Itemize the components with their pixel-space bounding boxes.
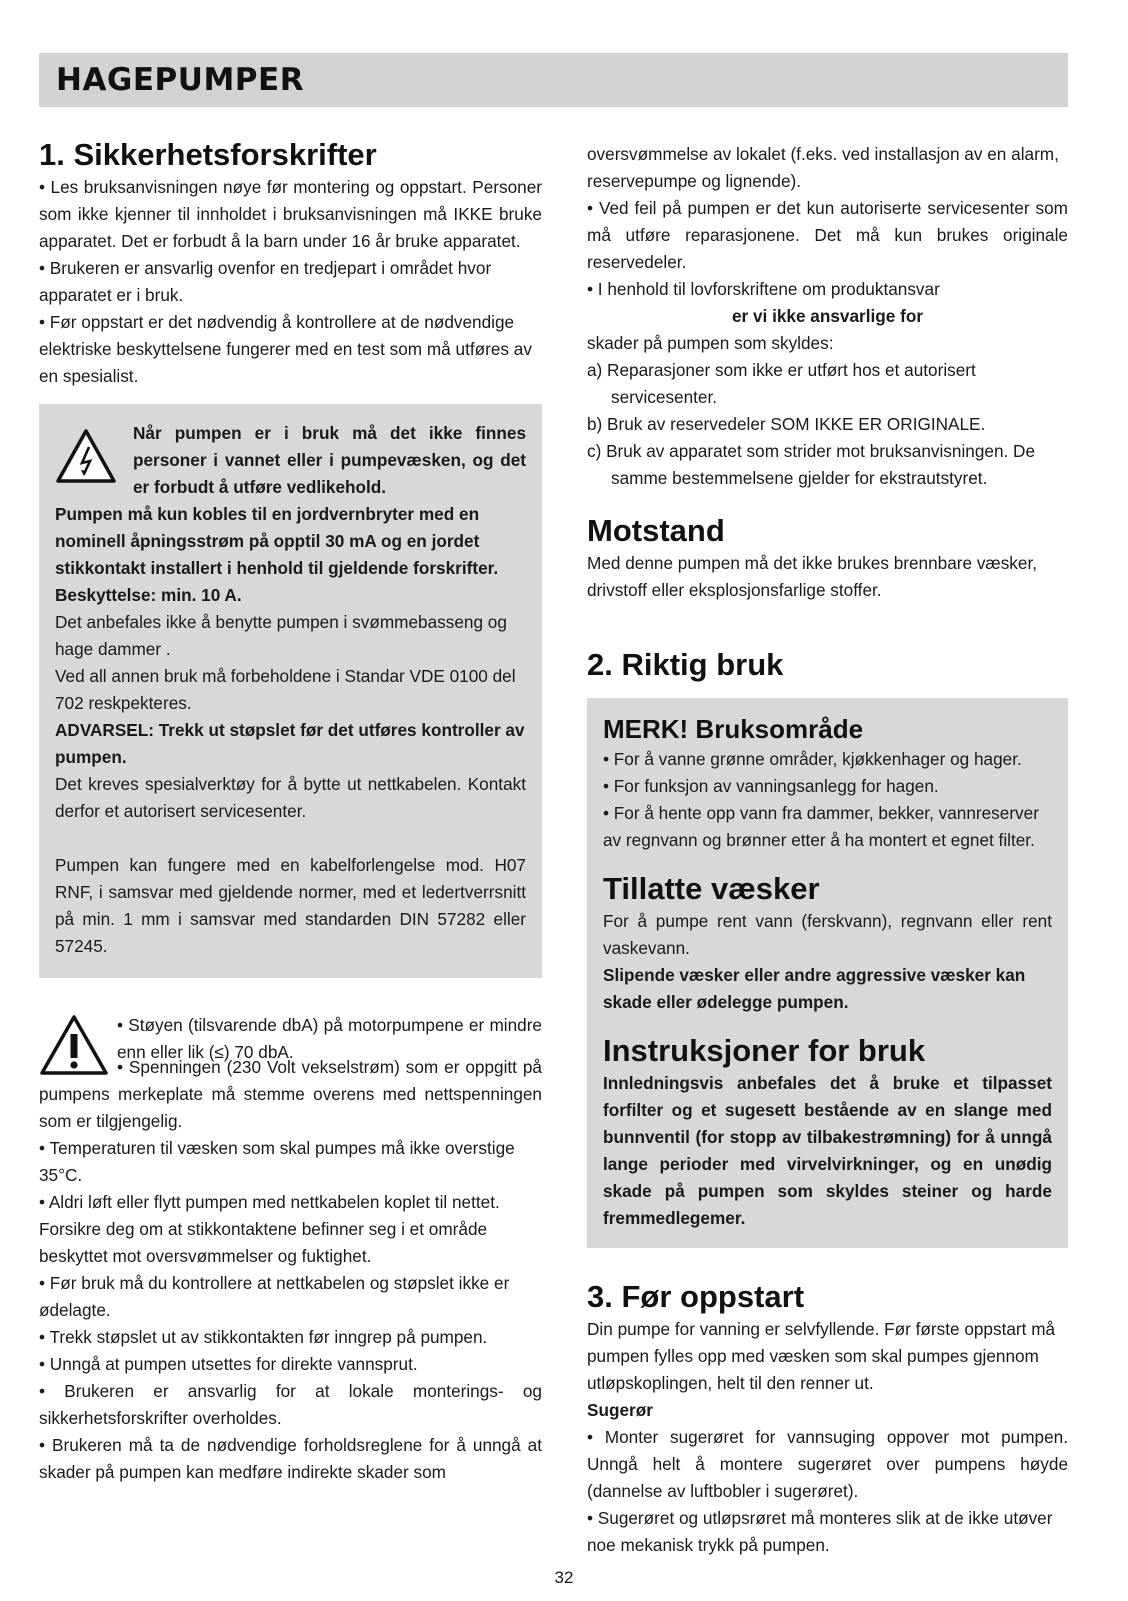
warning-item: • Aldri løft eller flytt pumpen med nettkabelen koplet til nettet. Forsikre deg om at stikkontaktene befinner seg i et område beskyttet mot oversvømmelser og fuktighet.: [39, 1192, 500, 1266]
sugeror-item: • Monter sugerøret for vannsuging oppover mot pumpen. Unngå helt å montere sugerøret over pumpens høyde (dannelse av luftbobler i sugerøret).: [587, 1427, 1068, 1501]
repair-note: • Ved feil på pumpen er det kun autoriserte servicesenter som må utføre reparasjonene. Det må kun brukes originale reservedeler.: [587, 198, 1068, 272]
usage-item: • For å hente opp vann fra dammer, bekker, vannreserver av regnvann og brønner etter å ha montert et egnet filter.: [603, 803, 1039, 850]
motstand-title: Motstand: [587, 513, 725, 548]
section3-title: 3. Før oppstart: [587, 1279, 805, 1314]
pool-note: Det anbefales ikke å benytte pumpen i svømmebasseng og hage dammer .: [55, 612, 507, 659]
extension-cable-note: Pumpen kan fungere med en kabelforlengelse mod. H07 RNF, i samsvar med gjeldende normer, med et ledertverrsnitt på min. 1 mm i samsvar med standarden DIN 57282 eller 57245.: [55, 855, 526, 956]
warning-item: • Brukeren er ansvarlig for at lokale monterings- og sikkerhetsforskrifter overholdes.: [39, 1381, 542, 1428]
tillatte-text: For å pumpe rent vann (ferskvann), regnvann eller rent vaskevann.: [603, 911, 1052, 958]
instr-title: Instruksjoner for bruk: [603, 1033, 926, 1068]
page-header-title: HAGEPUMPER: [56, 62, 305, 98]
warning-item: • Unngå at pumpen utsettes for direkte vannsprut.: [39, 1354, 418, 1374]
liability-list-item: c) Bruk av apparatet som strider mot bruksanvisningen. De samme bestemmelsene gjelder for ekstrautstyret.: [587, 441, 1036, 488]
usage-box: [587, 698, 1068, 1248]
general-warnings: [39, 1012, 542, 1486]
section1-title: 1. Sikkerhetsforskrifter: [39, 137, 377, 172]
left-column: [39, 136, 542, 1486]
warning-item: • Før bruk må du kontrollere at nettkabelen og støpslet ikke er ødelagte.: [39, 1273, 510, 1320]
cable-replacement-note: Det kreves spesialverktøy for å bytte ut nettkabelen. Kontakt derfor et autorisert servicesenter.: [55, 774, 526, 821]
section3-text: Din pumpe for vanning er selvfyllende. Før første oppstart må pumpen fylles opp med væsken som skal pumpes gjennom utløpskoplingen, helt til den renner ut.: [587, 1319, 1056, 1393]
continued-text: oversvømmelse av lokalet (f.eks. ved installasjon av en alarm, reservepumpe og lignende).: [587, 144, 1059, 191]
sugeror-subtitle: Sugerør: [587, 1400, 653, 1420]
sugeror-item: • Sugerøret og utløpsrøret må monteres slik at de ikke utøver noe mekanisk trykk på pumpen.: [587, 1508, 1053, 1555]
noise-warning: • Støyen (tilsvarende dbA) på motorpumpene er mindre enn eller lik (≤) 70 dbA.: [117, 1015, 542, 1062]
instr-text: Innledningsvis anbefales det å bruke et tilpasset forfilter og et sugesett bestående av en slange med bunnventil (for stopp av tilbakestrømning) for å unngå lange perioder med virvelvirkninger, og en unødig skade på pumpen som skyldes steiner og harde fremmedlegemer.: [603, 1073, 1052, 1228]
warning-item: • Temperaturen til væsken som skal pumpes må ikke overstige 35°C.: [39, 1138, 515, 1185]
header-band: [39, 53, 1068, 107]
liability-bold: er vi ikke ansvarlige for: [731, 306, 924, 326]
section1-paragraph: • Les bruksanvisningen nøye før montering og oppstart. Personer som ikke kjenner til innholdet i bruksanvisningen må IKKE bruke apparatet. Det er forbudt å la barn under 16 år bruke apparatet.: [39, 177, 542, 251]
warning-item: • Brukeren må ta de nødvendige forholdsreglene for å unngå at skader på pumpen kan medføre indirekte skader som: [39, 1435, 542, 1482]
section2-title: 2. Riktig bruk: [587, 647, 784, 682]
vde-note: Ved all annen bruk må forbeholdene i Standar VDE 0100 del 702 reskpekteres.: [55, 666, 516, 713]
section1-paragraph: • Før oppstart er det nødvendig å kontrollere at de nødvendige elektriske beskyttelsene fungerer med en test som må utføres av en spesialist.: [39, 312, 532, 386]
electrical-safety-box: [39, 404, 542, 978]
section1-paragraph: • Brukeren er ansvarlig ovenfor en tredjepart i området hvor apparatet er i bruk.: [39, 258, 492, 305]
exclamation-warning-icon: [39, 1012, 117, 1081]
rcd-requirement-text: Pumpen må kun kobles til en jordvernbryter med en nominell åpningsstrøm på opptil 30 mA og en jordet stikkontakt installert i henhold til gjeldende forskrifter. Beskyttelse: min. 10 A.: [55, 504, 499, 605]
right-column: [587, 141, 1068, 1559]
liability-intro: • I henhold til lovforskriftene om produktansvar: [587, 279, 940, 299]
tillatte-bold: Slipende væsker eller andre aggressive væsker kan skade eller ødelegge pumpen.: [603, 965, 1026, 1012]
tillatte-title: Tillatte væsker: [603, 871, 820, 906]
usage-item: • For å vanne grønne områder, kjøkkenhager og hager.: [603, 749, 1022, 769]
liability-list-item: b) Bruk av reservedeler SOM IKKE ER ORIGINALE.: [587, 414, 986, 434]
motstand-text: Med denne pumpen må det ikke brukes brennbare væsker, drivstoff eller eksplosjonsfarlige stoffer.: [587, 553, 1037, 600]
voltage-warning: • Spenningen (230 Volt vekselstrøm) som er oppgitt på pumpens merkeplate må stemme overens med nettspenningen som er tilgjengelig.: [39, 1057, 542, 1131]
electric-hazard-icon: [55, 420, 133, 501]
advarsel-text: ADVARSEL: Trekk ut støpslet før det utføres kontroller av pumpen.: [55, 720, 525, 767]
merk-title: MERK! Bruksområde: [603, 714, 864, 744]
usage-item: • For funksjon av vanningsanlegg for hagen.: [603, 776, 939, 796]
page-number: 32: [554, 1568, 574, 1587]
hazard-warning-text: Når pumpen er i bruk må det ikke finnes personer i vannet eller i pumpevæsken, og det er forbudt å utføre vedlikehold.: [133, 423, 526, 497]
liability-list-item: a) Reparasjoner som ikke er utført hos et autorisert servicesenter.: [587, 360, 976, 407]
warning-item: • Trekk støpslet ut av stikkontakten før inngrep på pumpen.: [39, 1327, 488, 1347]
liability-cause: skader på pumpen som skyldes:: [587, 333, 834, 353]
